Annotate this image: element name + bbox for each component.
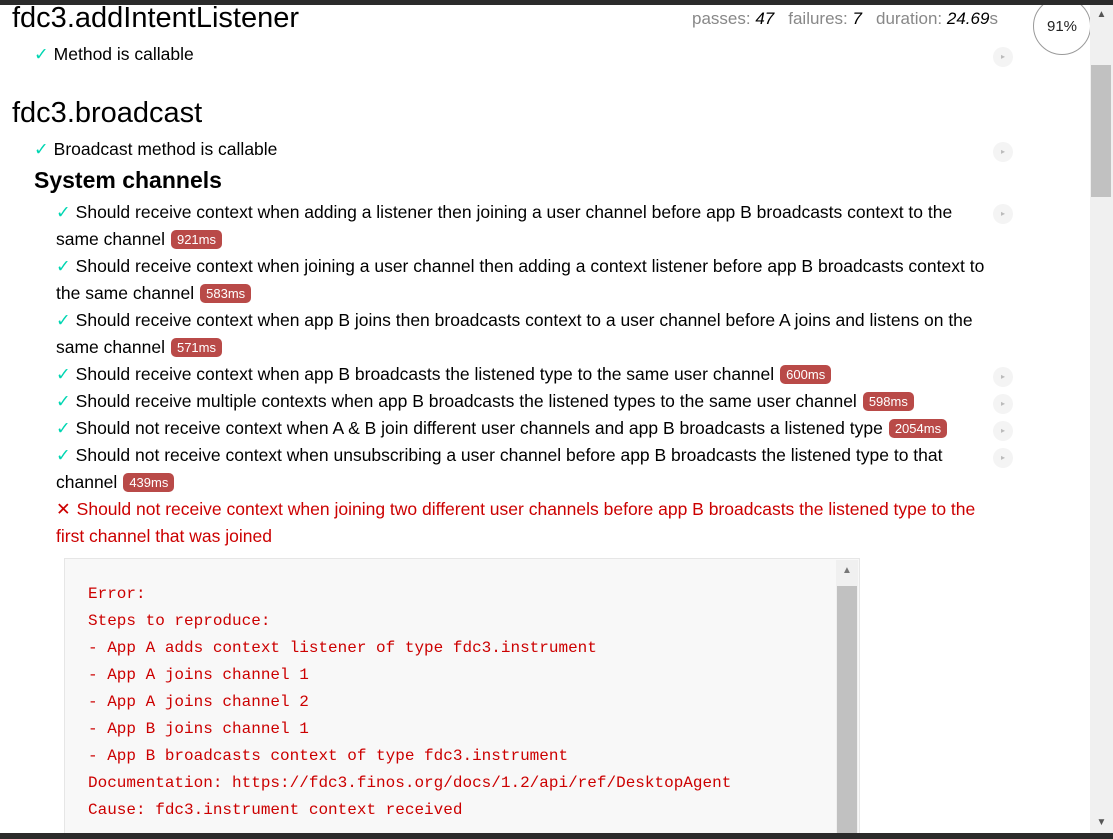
- test-title[interactable]: Should receive multiple contexts when app B broadcasts the listened types to the same user channel: [75, 391, 857, 411]
- scroll-up-arrow-icon[interactable]: ▲: [1096, 9, 1107, 20]
- suite-title-system-channels[interactable]: System channels: [34, 167, 222, 193]
- error-stack: Error: Steps to reproduce: - App A adds context listener of type fdc3.instrument - App A joins channel 1 - App A joins channel 2 - App B joins channel 1 - App B broadcasts context of type fdc3.instrument Documentation: https://fdc3.finos.org/docs/1.2/api/ref/DesktopAgent Cause: fdc3.instrument context received: [88, 585, 732, 819]
- replay-icon[interactable]: ▸: [993, 367, 1013, 387]
- test-title[interactable]: Should not receive context when joining two different user channels before app B broadcasts the listened type to the: [76, 499, 976, 519]
- duration-badge: 598ms: [863, 392, 914, 411]
- duration-badge: 571ms: [171, 338, 222, 357]
- error-box-scrollbar[interactable]: [836, 560, 858, 833]
- replay-icon[interactable]: ▸: [993, 448, 1013, 468]
- test-title-cont[interactable]: same channel: [56, 229, 165, 249]
- duration-badge: 583ms: [200, 284, 251, 303]
- pass-check-icon: ✓: [56, 445, 71, 465]
- replay-icon[interactable]: ▸: [993, 142, 1013, 162]
- replay-icon[interactable]: ▸: [993, 47, 1013, 67]
- replay-icon[interactable]: ▸: [993, 394, 1013, 414]
- test-title[interactable]: Broadcast method is callable: [53, 139, 278, 159]
- test-title[interactable]: Method is callable: [53, 44, 194, 64]
- replay-icon[interactable]: ▸: [993, 421, 1013, 441]
- suite-title-broadcast[interactable]: fdc3.broadcast: [12, 97, 203, 129]
- test-item: [34, 41, 194, 68]
- page-scrollbar[interactable]: [1090, 5, 1113, 833]
- pass-check-icon: ✓: [56, 418, 71, 438]
- scroll-up-arrow-icon[interactable]: ▲: [842, 565, 852, 576]
- progress-ring: 91%: [1033, 5, 1090, 55]
- duration-stat: duration: 24.69s: [875, 9, 998, 28]
- test-title-cont[interactable]: the same channel: [56, 283, 195, 303]
- test-title[interactable]: Should receive context when app B joins then broadcasts context to a user channel before A joins and listens on the: [75, 310, 973, 330]
- test-item: [56, 388, 914, 415]
- passes-stat[interactable]: passes: 47: [692, 9, 775, 28]
- stats-bar: [692, 9, 998, 29]
- pass-check-icon: ✓: [56, 364, 71, 384]
- test-item: [56, 253, 1016, 307]
- test-title[interactable]: Should not receive context when A & B join different user channels and app B broadcasts a listened type: [75, 418, 883, 438]
- test-title[interactable]: Should not receive context when unsubscribing a user channel before app B broadcasts the listened type to that: [75, 445, 943, 465]
- test-title[interactable]: Should receive context when app B broadcasts the listened type to the same user channel: [75, 364, 775, 384]
- failed-test-item: [56, 496, 1016, 550]
- failures-stat[interactable]: failures: 7: [788, 9, 862, 28]
- duration-badge: 2054ms: [889, 419, 947, 438]
- pass-check-icon: ✓: [56, 310, 71, 330]
- window-bottom-border: [0, 833, 1113, 839]
- test-item: [56, 442, 1006, 496]
- test-title-cont[interactable]: first channel that was joined: [56, 526, 272, 546]
- replay-icon[interactable]: ▸: [993, 204, 1013, 224]
- pass-check-icon: ✓: [34, 139, 49, 159]
- pass-check-icon: ✓: [34, 44, 49, 64]
- mocha-report: [0, 5, 1090, 833]
- page-scroll-thumb[interactable]: [1091, 65, 1111, 197]
- scroll-down-arrow-icon[interactable]: ▼: [1096, 817, 1107, 828]
- error-box-scroll-thumb[interactable]: [837, 586, 857, 833]
- test-item: [56, 361, 831, 388]
- test-title-cont[interactable]: channel: [56, 472, 118, 492]
- suite-title-add-intent-listener[interactable]: fdc3.addIntentListener: [12, 5, 299, 34]
- fail-x-icon: ✕: [56, 499, 71, 519]
- test-item: [34, 136, 277, 163]
- error-stack-box[interactable]: [64, 558, 860, 833]
- pass-check-icon: ✓: [56, 202, 71, 222]
- test-item: [56, 415, 947, 442]
- test-item: [56, 199, 1006, 253]
- pass-check-icon: ✓: [56, 391, 71, 411]
- test-item: [56, 307, 1016, 361]
- test-title[interactable]: Should receive context when adding a listener then joining a user channel before app B broadcasts context to the: [75, 202, 953, 222]
- test-title-cont[interactable]: same channel: [56, 337, 165, 357]
- duration-badge: 439ms: [123, 473, 174, 492]
- duration-badge: 600ms: [780, 365, 831, 384]
- test-title[interactable]: Should receive context when joining a user channel then adding a context listener before app B broadcasts context to: [75, 256, 985, 276]
- duration-badge: 921ms: [171, 230, 222, 249]
- pass-check-icon: ✓: [56, 256, 71, 276]
